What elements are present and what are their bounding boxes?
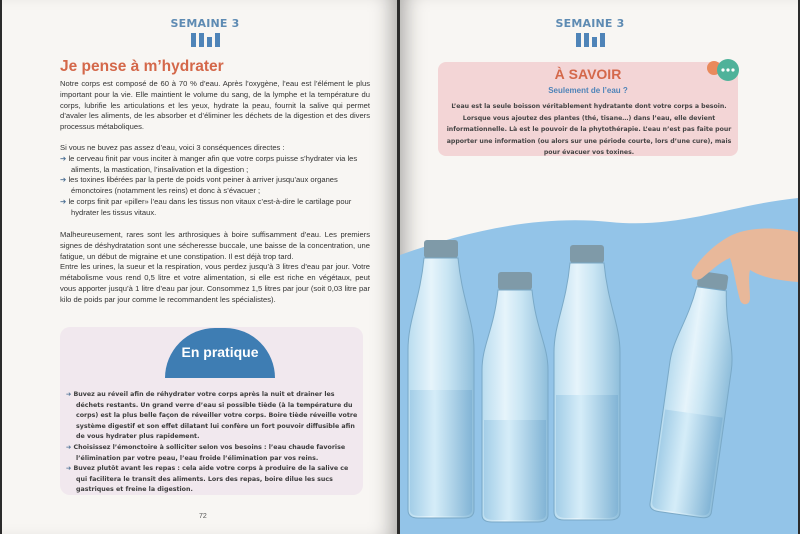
list-item: ➔ Buvez au réveil afin de réhydrater votre corps après la nuit et drainer les déchets restants. Un grand verre d’eau si possible tiède (à la température du corps) est la plus belle façon de réveiller votre corps. Boire tiède réveille votre système digestif et son effet dilatant lui confère un fort pouvoir diffusible afin de vous hydrater plus rapidement. [66,391,358,441]
intro-paragraph [60,79,370,133]
page-title: Je pense à m’hydrater [60,58,224,75]
list-item: ➔ les toxines libérées par la perte de poids vont peiner à arriver jusqu’aux organes émonctoires (notamment les reins) et donc à s’évacuer ; [60,175,338,196]
week-label: SEMAINE 3 [555,17,625,30]
savoir-title: À SAVOIR [554,66,622,82]
right-page [400,0,798,534]
dehydration-text: Malheureusement, rares sont les arthrosiques à boire suffisamment d’eau. Les premiers signes de déshydratation sont une sécheresse buccale, une baisse de la concentration, une fatigue, un début de migraine et une constipation. Il est déjà trop tard. [60,230,370,261]
arrow-icon: ➔ [60,196,67,206]
dehydration-paragraph [60,230,370,306]
week-header [165,17,245,47]
consequences-lead: Si vous ne buvez pas assez d’eau, voici 3 conséquences directes : [60,143,285,152]
page-number: 72 [199,513,207,520]
left-page [2,0,397,534]
week-header [550,17,630,47]
week-bars-icon [550,33,630,47]
week-bars-icon [165,33,245,47]
water-loss-text: Entre les urines, la sueur et la respiration, vous perdez jusqu’à 3 litres d’eau par jour. Votre métabolisme vous rend 0,5 litre et votre alimentation, si elle est riche en végétaux, peut vous apporter jusqu’à 1 litre d’eau par jour. Consommez 1,5 litres par jour (soit 0,03 litre par kilo de poids par jour comme le recommandent les spécialistes). [60,262,370,304]
arrow-icon: ➔ [66,465,72,473]
intro-text: Notre corps est composé de 60 à 70 % d’eau. Après l’oxygène, l’eau est l’élément le plus important pour la vie. Elle maintient le volume du sang, de la lymphe et la température du corps, lubrifie les articulations et les yeux, hydrate la peau, fournit la salive qui permet d’avaler les aliments, de les absorber et d’éliminer les déchets de la digestion et des divers processus métaboliques. [60,79,370,132]
list-item: ➔ le corps finit par «piller» l’eau dans les tissus non vitaux c’est-à-dire le cartilage pour hydrater les tissus vitaux. [60,196,352,217]
list-item: ➔ le cerveau finit par vous inciter à manger afin que votre corps puisse s’hydrater via les aliments, la mastication, l’insalivation et la digestion ; [60,153,358,174]
pratique-list [66,390,358,496]
list-item: ➔ Choisissez l’émonctoire à solliciter selon vos besoins : l’eau chaude favorise l’élimination par votre peau, l’eau froide l’élimination par vos reins. [66,443,346,462]
savoir-subtitle: Seulement de l’eau ? [548,86,628,95]
savoir-text: L’eau est la seule boisson véritablement hydratante dont votre corps a besoin. Lorsque vous ajoutez des plantes (thé, tisane…) dans l’eau, elle devient informationnelle. Là est le pouvoir de la phytothérapie. L’eau n’est pas faite pour apporter une information (ou alors sur une période courte, lors d’une cure), mais pour évacuer vos toxines. [446,103,732,157]
list-item: ➔ Buvez plutôt avant les repas : cela aide votre corps à produire de la salive ce qui facilitera le transit des aliments. Lors des repas, boire dilue les sucs gastriques et freine la digestion. [66,465,349,494]
speech-bubble-icon [706,58,742,84]
week-label: SEMAINE 3 [170,17,240,30]
arrow-icon: ➔ [60,175,67,185]
arrow-icon: ➔ [66,443,72,451]
arrow-icon: ➔ [66,391,72,398]
consequences-block [60,143,370,219]
arrow-icon: ➔ [60,153,67,163]
pratique-title: En pratique [165,328,275,378]
